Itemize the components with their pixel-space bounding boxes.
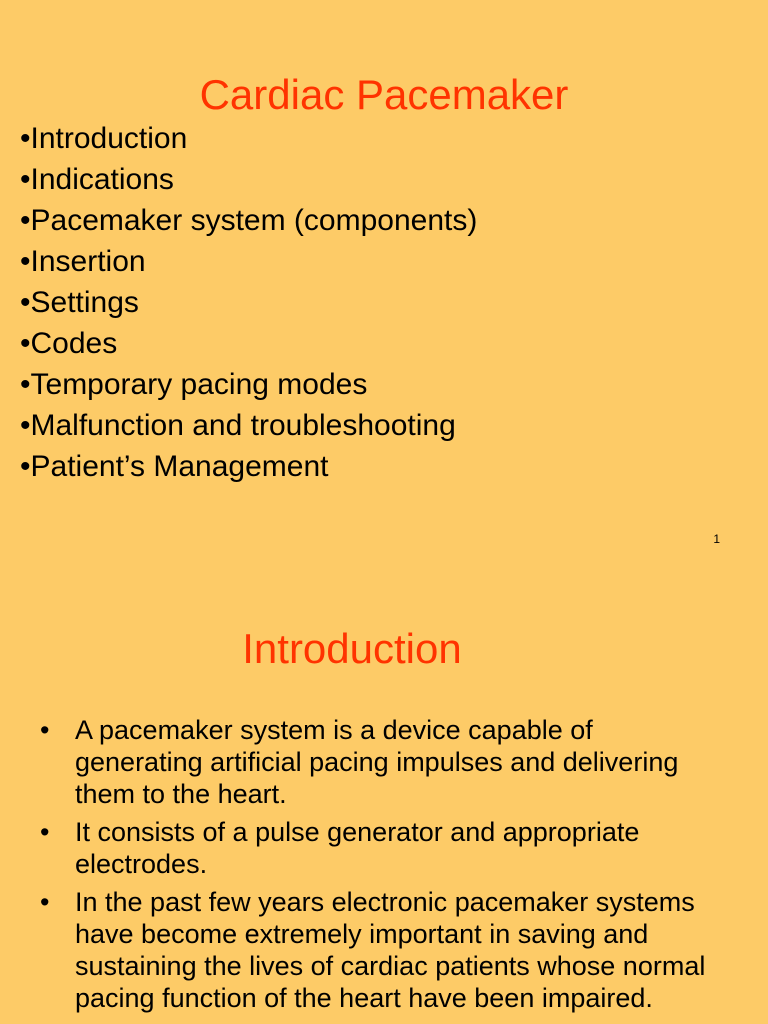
page-number: 1 (713, 532, 720, 546)
agenda-item: •Codes (20, 327, 118, 360)
slide-2 (0, 576, 768, 1024)
agenda-item: •Pacemaker system (components) (20, 204, 478, 237)
bullet-item (40, 714, 720, 810)
agenda-item: •Indications (20, 163, 174, 196)
bullet-text: In the past few years electronic pacemaker systems have become extremely important in saving and sustaining the lives of cardiac patients whose normal pacing function of the heart have been impaired. (75, 887, 706, 1013)
bullet-glyph: • (40, 817, 50, 847)
bullet-item (40, 886, 720, 1014)
agenda-item: •Malfunction and troubleshooting (20, 409, 456, 442)
agenda-list (20, 118, 477, 487)
bullet-glyph: • (40, 715, 50, 745)
agenda-item: •Introduction (20, 122, 188, 155)
bullet-item (40, 816, 720, 880)
bullet-text: It consists of a pulse generator and appropriate electrodes. (75, 817, 640, 879)
agenda-item: •Settings (20, 286, 139, 319)
slide-title: Cardiac Pacemaker (199, 71, 569, 118)
agenda-item: •Temporary pacing modes (20, 368, 368, 401)
agenda-item: •Insertion (20, 245, 146, 278)
agenda-item: •Patient’s Management (20, 450, 329, 483)
bullet-glyph: • (40, 887, 50, 917)
slide-title: Introduction (242, 625, 462, 672)
bullet-text: A pacemaker system is a device capable of generating artificial pacing impulses and delivering them to the heart. (75, 715, 679, 809)
bullet-list (40, 714, 720, 1020)
